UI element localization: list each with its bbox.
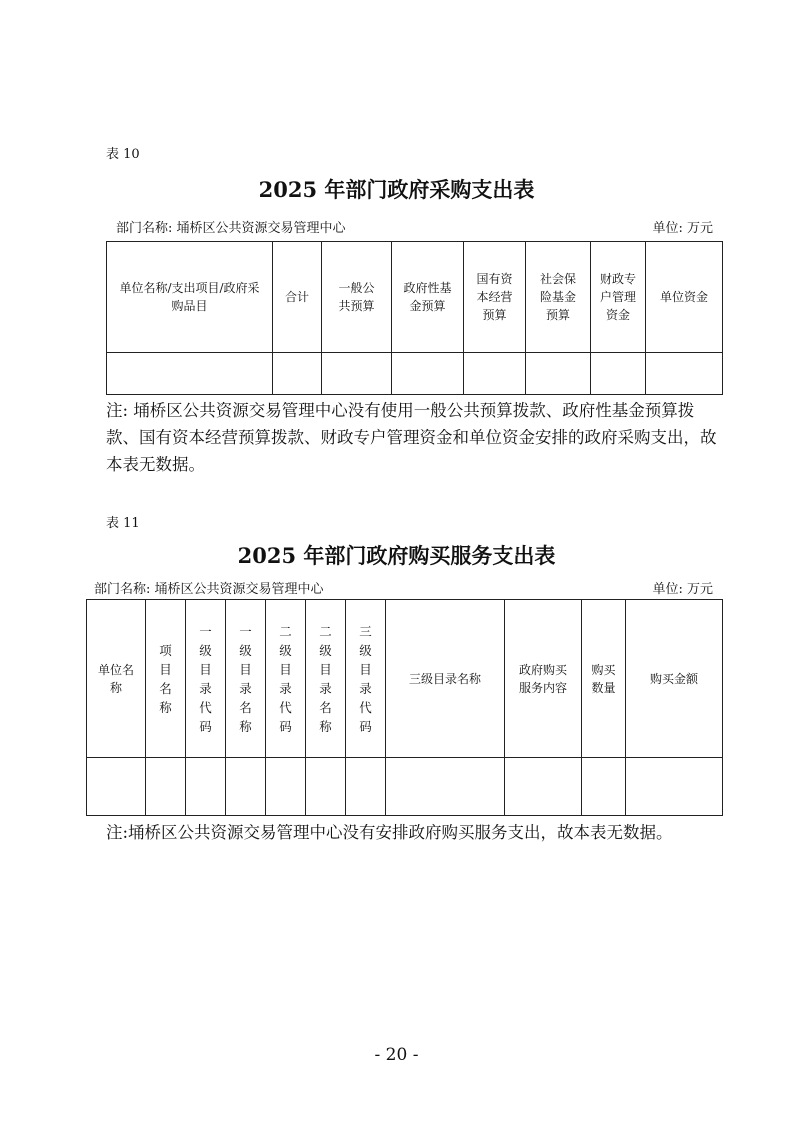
table10-unit: 单位: 万元 <box>652 221 713 236</box>
table10-label: 表 10 <box>106 147 140 162</box>
table11-header-cell <box>346 600 386 758</box>
table10-cell <box>464 353 526 395</box>
table11-header-cell <box>266 600 306 758</box>
table11-cell <box>87 758 146 816</box>
table11-cell <box>582 758 626 816</box>
table11-header-text: 二级目录代码 <box>279 623 292 734</box>
table11-header-cell: 政府购买服务内容 <box>505 600 582 758</box>
table10-cell <box>591 353 646 395</box>
table10-header-cell: 社会保险基金预算 <box>526 242 591 353</box>
table10-header-row <box>107 242 723 353</box>
table11-cell <box>186 758 226 816</box>
table11-header-cell: 三级目录名称 <box>386 600 505 758</box>
table10-header-cell: 单位名称/支出项目/政府采购品目 <box>107 242 273 353</box>
table10-cell <box>526 353 591 395</box>
table11-header-cell <box>186 600 226 758</box>
table11-cell <box>626 758 723 816</box>
table11-header-cell: 购买金额 <box>626 600 723 758</box>
table10-cell <box>646 353 723 395</box>
table10 <box>106 241 723 395</box>
table11-header-text: 项目名称 <box>159 642 172 715</box>
table10-header-cell: 政府性基金预算 <box>392 242 464 353</box>
table11-cell <box>386 758 505 816</box>
table11 <box>86 599 723 816</box>
table11-cell <box>306 758 346 816</box>
table11-note: 注:埇桥区公共资源交易管理中心没有安排政府购买服务支出，故本表无数据。 <box>106 823 673 842</box>
table11-header-cell: 购买数量 <box>582 600 626 758</box>
table10-header-cell: 合计 <box>273 242 322 353</box>
table10-header-cell: 一般公共预算 <box>322 242 392 353</box>
table11-unit: 单位: 万元 <box>652 582 713 597</box>
table11-empty-row <box>87 758 723 816</box>
table10-dept: 部门名称: 埇桥区公共资源交易管理中心 <box>116 221 346 236</box>
table11-label: 表 11 <box>106 516 140 531</box>
table11-header-row <box>87 600 723 758</box>
table11-header-cell <box>306 600 346 758</box>
table11-header-text: 一级目录代码 <box>199 623 212 734</box>
table11-header-cell <box>226 600 266 758</box>
table11-header-cell: 单位名称 <box>87 600 146 758</box>
table10-header-cell: 财政专户管理资金 <box>591 242 646 353</box>
table10-note: 注: 埇桥区公共资源交易管理中心没有使用一般公共预算拨款、政府性基金预算拨款、国有资本经营预算拨款、财政专户管理资金和单位资金安排的政府采购支出，故本表无数据。 <box>106 401 717 474</box>
table11-header-cell <box>146 600 186 758</box>
table11-header-text: 三级目录代码 <box>359 623 372 734</box>
table10-cell <box>107 353 273 395</box>
table10-cell <box>322 353 392 395</box>
table10-header-cell: 单位资金 <box>646 242 723 353</box>
table10-header-cell: 国有资本经营预算 <box>464 242 526 353</box>
table11-cell <box>226 758 266 816</box>
page-number: - 20 - <box>374 1045 419 1065</box>
table10-cell <box>273 353 322 395</box>
table11-title: 2025 年部门政府购买服务支出表 <box>237 543 556 568</box>
table10-cell <box>392 353 464 395</box>
table11-dept: 部门名称: 埇桥区公共资源交易管理中心 <box>94 582 324 597</box>
table11-header-text: 二级目录名称 <box>319 623 332 734</box>
table10-title: 2025 年部门政府采购支出表 <box>258 177 535 202</box>
table11-cell <box>266 758 306 816</box>
table11-header-text: 一级目录名称 <box>239 623 252 734</box>
table11-cell <box>146 758 186 816</box>
table11-cell <box>505 758 582 816</box>
table11-cell <box>346 758 386 816</box>
table10-empty-row <box>107 353 723 395</box>
